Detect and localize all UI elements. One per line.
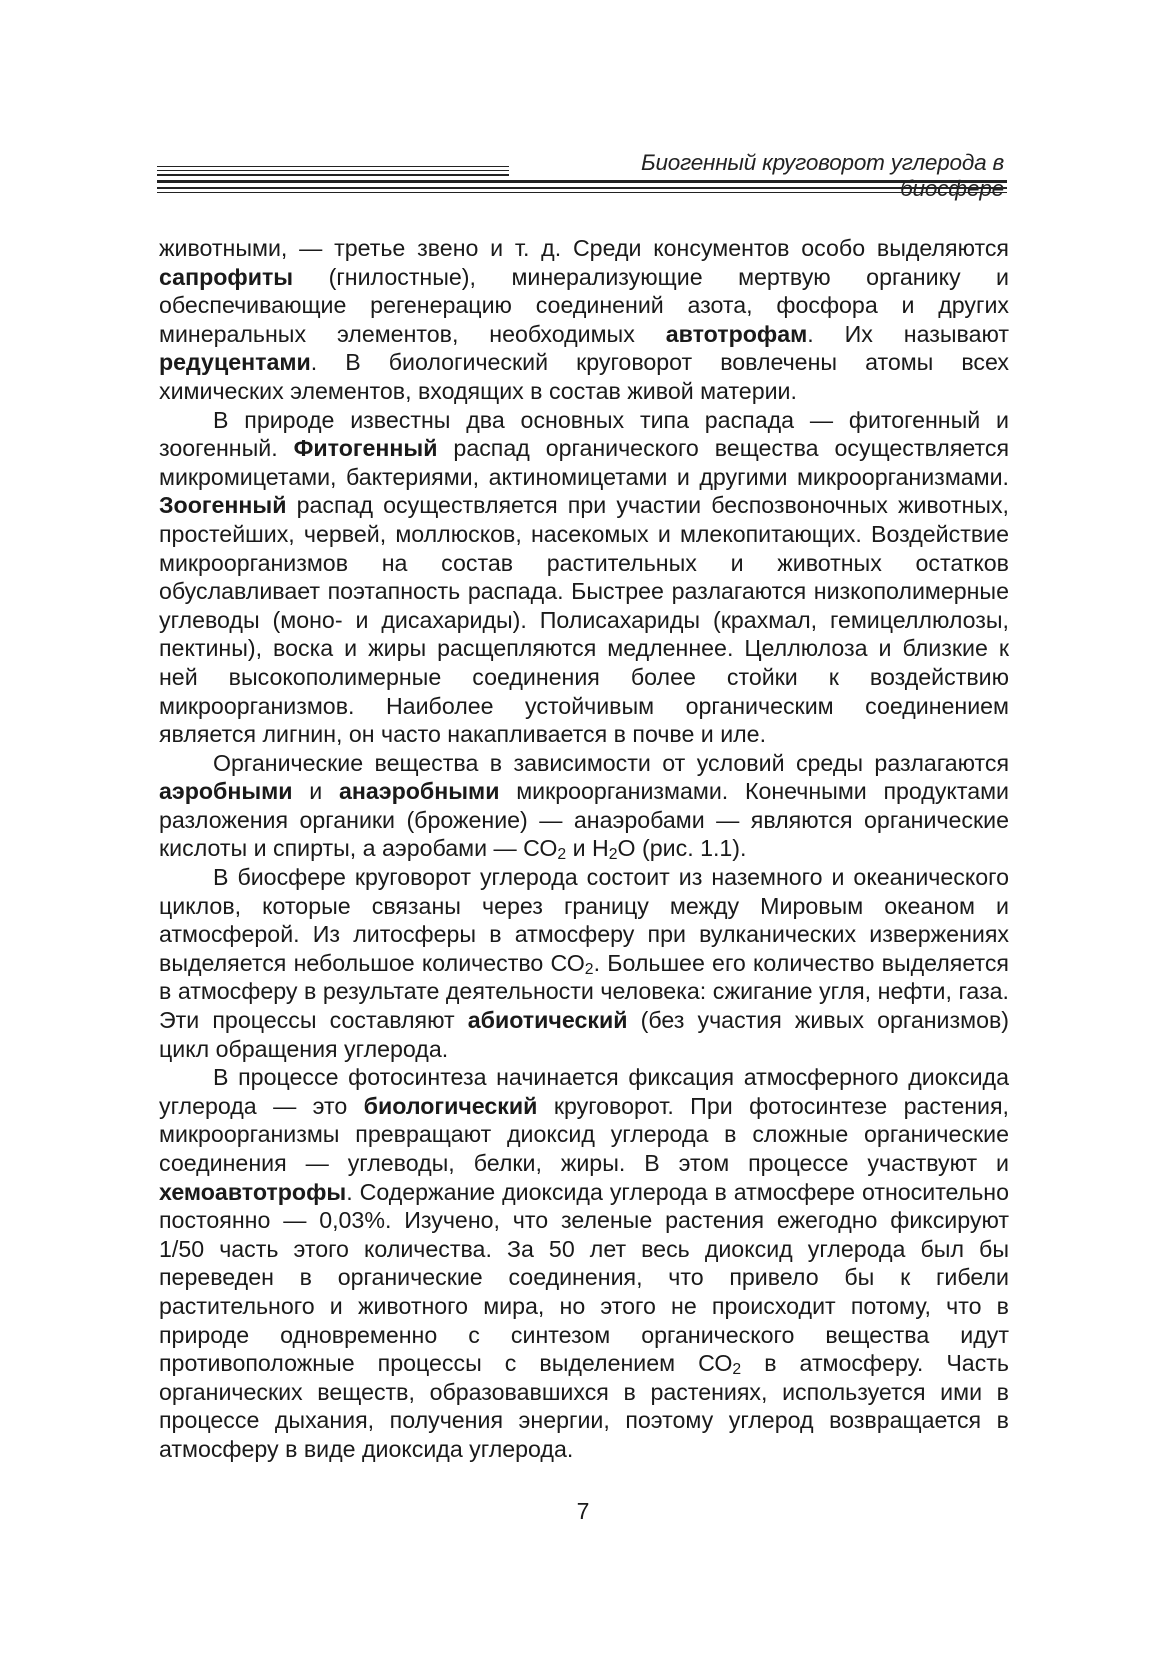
bold-term: редуцентами <box>159 349 311 376</box>
bold-term: Фитогенный <box>293 435 438 462</box>
running-header-title: Биогенный круговорот углерода в <box>641 150 1004 175</box>
bold-term: сапрофиты <box>159 263 294 290</box>
paragraph <box>159 749 1009 863</box>
text-run: . Их называют <box>807 320 1010 347</box>
bold-term: аэробными <box>159 778 293 805</box>
text-run: Органические вещества в зависимости от условий среды разлагаются <box>213 749 1009 776</box>
page-number: 7 <box>576 1498 590 1524</box>
paragraph <box>159 1063 1009 1463</box>
bold-term: автотрофам <box>665 320 808 347</box>
bold-term: абиотический <box>467 1007 628 1034</box>
subscript: 2 <box>557 846 567 864</box>
text-run: распад осуществляется при участии беспозвоночных животных, простейших, червей, моллюсков, насекомых и млекопитающих. Воздействие микроорганизмов на состав растительных и животных остатков обуславливает поэтапность распада. Быстрее разлагаются низкополимерные углеводы (моно- и дисахариды). Полисахариды (крахмал, гемицеллюлозы, пектины), воска и жиры расщепляются медленнее. Целлюлоза и близкие к ней высокополимерные соединения более стойки к воздействию микроорганизмов. Наиболее устойчивым органическим соединением является лигнин, он часто накапливается в почве и иле. <box>159 492 1009 748</box>
header-thick-rule <box>157 180 1007 183</box>
text-run: распад органического вещества осуществляется микромицетами, бактериями, актиномицетами и другими микроорганизмами. <box>159 435 1010 490</box>
header-thin-rule <box>157 166 509 167</box>
text-run: . В биологический круговорот вовлечены атомы всех химических элементов, входящих в состав живой материи. <box>159 349 1009 404</box>
text-run: (гнилостные), минерализующие мертвую органику и обеспечивающие регенерацию соединений азота, фосфора и других минеральных элементов, необходимых <box>159 263 1009 347</box>
bold-term: биологический <box>363 1092 538 1119</box>
bold-term: анаэробными <box>339 778 500 805</box>
text-run: животными, — третье звено и т. д. Среди консументов особо выделяются <box>159 235 1009 261</box>
text-run: круговорот. При фотосинтезе растения, микроорганизмы превращают диоксид углерода в сложные органические соединения — углеводы, белки, жиры. В этом процессе участвуют и <box>159 1092 1009 1176</box>
header-thin-rule <box>157 170 509 171</box>
text-run: в атмосферу. Часть органических веществ, образовавшихся в растениях, используется ими в процессе дыхания, получения энергии, поэтому углерод возвращается в атмосферу в виде диоксида углерода. <box>159 1350 1009 1462</box>
paragraph <box>159 406 1009 749</box>
paragraph <box>159 863 1009 1063</box>
text-run: О (рис. 1.1). <box>617 835 747 862</box>
text-run: В процессе фотосинтеза начинается фиксация атмосферного диоксида углерода — это <box>159 1064 1009 1119</box>
text-run: (без участия живых организмов) цикл обращения углерода. <box>159 1007 1010 1062</box>
text-run: . Большее его количество выделяется в атмосферу в результате деятельности человека: сжигание угля, нефти, газа. Эти процессы составляют <box>159 949 1009 1034</box>
header-thin-rule <box>157 187 1007 189</box>
text-run: В биосфере круговорот углерода состоит из наземного и океанического циклов, которые связаны через границу между Мировым океаном и атмосферой. Из литосферы в атмосферу при вулканических извержениях выделяется небольшое количество СО <box>159 864 1009 976</box>
text-run: и <box>292 778 339 805</box>
header-thin-rule <box>157 174 509 176</box>
bold-term: Зоогенный <box>159 492 287 519</box>
paragraph <box>159 234 1009 406</box>
text-run: . Содержание диоксида углерода в атмосфере относительно постоянно — 0,03%. Изучено, что зеленые растения ежегодно фиксируют 1/50 часть этого количества. За 50 лет весь диоксид углерода был бы переведен в органические соединения, что привело бы к гибели растительного и животного мира, но этого не происходит потому, что в природе одновременно с синтезом органического вещества идут противоположные процессы с выделением СО <box>159 1178 1009 1377</box>
text-run: В природе известны два основных типа распада — фитогенный и зоогенный. <box>159 406 1009 462</box>
body-text <box>159 234 1009 1464</box>
text-run: и Н <box>566 835 609 862</box>
subscript: 2 <box>584 960 594 978</box>
bold-term: хемоавтотрофы <box>159 1178 347 1205</box>
header-hairline-rule <box>157 192 1007 193</box>
text-run: микроорганизмами. Конечными продуктами разложения органики (брожение) — анаэробами — являются органические кислоты и спирты, а аэробами — СО <box>159 778 1009 862</box>
subscript: 2 <box>732 1361 742 1379</box>
subscript: 2 <box>608 846 618 864</box>
header-rule-lines <box>157 166 1007 202</box>
